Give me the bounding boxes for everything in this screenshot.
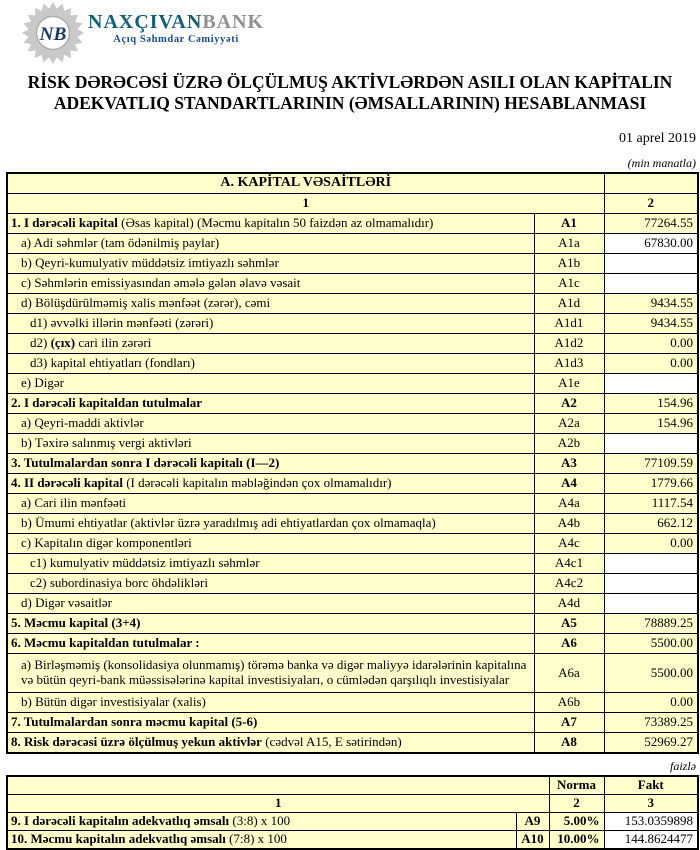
row-label: d2) (çıx) cari ilin zərəri: [7, 333, 534, 353]
ratio-colnum-row: [7, 794, 698, 812]
table-row: [7, 253, 698, 273]
row-label: a) Qeyri-maddi aktivlər: [7, 413, 534, 433]
table-row: [7, 613, 698, 633]
row-label: 4. II dərəcəli kapital (I dərəcəli kapitalın məbləğindən çox olmamalıdır): [7, 473, 534, 493]
row-label: b) Təxirə salınmış vergi aktivləri: [7, 433, 534, 453]
row-value: [604, 593, 698, 613]
row-label: c) Kapitalın digər komponentləri: [7, 533, 534, 553]
row-value: 0.00: [604, 353, 698, 373]
table-row: [7, 353, 698, 373]
ratio-header-empty-cell: [7, 776, 549, 795]
table-row: [7, 313, 698, 333]
table-row: [7, 732, 698, 753]
row-label: e) Digər: [7, 373, 534, 393]
column-header-row: [7, 193, 698, 213]
table-row: [7, 473, 698, 493]
norma-header: Norma: [549, 776, 604, 795]
row-label: a) Adi səhmlər (tam ödənilmiş paylar): [7, 233, 534, 253]
row-value: 5500.00: [604, 633, 698, 653]
row-label: b) Ümumi ehtiyatlar (aktivlər üzrə yaradılmış adi ehtiyatlardan çox olmamaqla): [7, 513, 534, 533]
section-header-empty-cell: [604, 173, 698, 194]
row-code: A1b: [534, 253, 604, 273]
row-label: 5. Məcmu kapital (3+4): [7, 613, 534, 633]
table-row: [7, 633, 698, 653]
row-value: 1779.66: [604, 473, 698, 493]
row-code: A6: [534, 633, 604, 653]
bank-name: [88, 11, 264, 45]
table-row: [7, 812, 698, 830]
table-row: [7, 333, 698, 353]
table-row: [7, 273, 698, 293]
row-code: A1: [534, 213, 604, 233]
bank-name-primary: NAXÇIVAN: [88, 11, 203, 33]
row-code: A6b: [534, 692, 604, 712]
row-value: 67830.00: [604, 233, 698, 253]
ratio-col3-header: 3: [604, 794, 698, 812]
bank-name-secondary: BANK: [202, 11, 265, 33]
row-value: [604, 573, 698, 593]
row-value: 0.00: [604, 692, 698, 712]
unit-note: (min manatla): [627, 155, 696, 170]
report-date: 01 aprel 2019: [619, 130, 696, 146]
row-label: 9. I dərəcəli kapitalın adekvatlıq əmsalı (3:8) x 100: [7, 812, 516, 830]
row-norma: 10.00%: [549, 830, 604, 849]
table-row: [7, 393, 698, 413]
row-fakt: 153.0359898: [604, 812, 698, 830]
row-code: A6a: [534, 653, 604, 692]
row-label: 3. Tutulmalardan sonra I dərəcəli kapitalı (I—2): [7, 453, 534, 473]
row-label: a) Birləşməmiş (konsolidasiya olunmamış) törəmə banka və digər maliyyə idarələrinin kapitalına və bütün qeyri-bank müəssisələrinə kapital investisiyaları, o cümlədən qarşılıqlı investisiyalar: [7, 653, 534, 692]
row-value: [604, 433, 698, 453]
row-value: 5500.00: [604, 653, 698, 692]
row-code: A1d3: [534, 353, 604, 373]
row-value: 9434.55: [604, 313, 698, 333]
monogram-text: NB: [39, 23, 67, 45]
row-code: A4c1: [534, 553, 604, 573]
table-row: [7, 513, 698, 533]
row-code: A4a: [534, 493, 604, 513]
row-label: 7. Tutulmalardan sonra məcmu kapital (5-6): [7, 712, 534, 732]
percent-note: faizlə: [670, 758, 696, 773]
ratio-table: [6, 775, 699, 850]
row-code: A1d2: [534, 333, 604, 353]
table-row: [7, 233, 698, 253]
col1-header: 1: [7, 193, 604, 213]
row-label: 6. Məcmu kapitaldan tutulmalar :: [7, 633, 534, 653]
row-value: [604, 553, 698, 573]
row-code: A4: [534, 473, 604, 493]
row-label: a) Cari ilin mənfəəti: [7, 493, 534, 513]
row-value: 73389.25: [604, 712, 698, 732]
row-code: A1c: [534, 273, 604, 293]
row-label: c2) subordinasiya borc öhdəlikləri: [7, 573, 534, 593]
ratio-col1-header: 1: [7, 794, 549, 812]
bank-subtitle: Açıq Səhmdar Cəmiyyəti: [113, 34, 239, 45]
row-code: A2a: [534, 413, 604, 433]
bank-emblem: [17, 1, 89, 65]
table-row: [7, 433, 698, 453]
section-header: A. KAPİTAL VƏSAİTLƏRİ: [7, 173, 604, 194]
row-value: [604, 273, 698, 293]
table-row: [7, 712, 698, 732]
table-row: [7, 293, 698, 313]
row-label: d3) kapital ehtiyatları (fondları): [7, 353, 534, 373]
report-title: [20, 72, 680, 115]
row-code: A4c: [534, 533, 604, 553]
table-row: [7, 830, 698, 849]
bank-header: [0, 0, 700, 64]
row-label: c) Səhmlərin emissiyasından əmələ gələn əlavə vəsait: [7, 273, 534, 293]
report-title-line2: ADEKVATLIQ STANDARTLARININ (ƏMSALLARININ) HESABLANMASI: [53, 93, 647, 114]
row-value: 154.96: [604, 413, 698, 433]
row-value: 77264.55: [604, 213, 698, 233]
table-row: [7, 213, 698, 233]
row-code: A9: [516, 812, 549, 830]
ratio-header-row: [7, 776, 698, 795]
row-code: A5: [534, 613, 604, 633]
row-label: b) Bütün digər investisiyalar (xalis): [7, 692, 534, 712]
row-code: A7: [534, 712, 604, 732]
row-code: A10: [516, 830, 549, 849]
row-label: d) Bölüşdürülməmiş xalis mənfəət (zərər), cəmi: [7, 293, 534, 313]
capital-table: [6, 172, 699, 754]
section-header-row: [7, 173, 698, 194]
row-value: [604, 253, 698, 273]
row-value: [604, 373, 698, 393]
row-value: 662.12: [604, 513, 698, 533]
row-code: A4c2: [534, 573, 604, 593]
row-label: b) Qeyri-kumulyativ müddətsiz imtiyazlı səhmlər: [7, 253, 534, 273]
row-label: 10. Məcmu kapitalın adekvatlıq əmsalı (7:8) x 100: [7, 830, 516, 849]
table-row: [7, 653, 698, 692]
row-code: A8: [534, 732, 604, 753]
table-row: [7, 453, 698, 473]
row-label: 8. Risk dərəcəsi üzrə ölçülmuş yekun aktivlər (cədvəl A15, E sətirindən): [7, 732, 534, 753]
table-row: [7, 573, 698, 593]
ratio-col2-header: 2: [549, 794, 604, 812]
row-code: A2b: [534, 433, 604, 453]
row-value: 0.00: [604, 533, 698, 553]
row-code: A4d: [534, 593, 604, 613]
table-row: [7, 373, 698, 393]
row-value: 78889.25: [604, 613, 698, 633]
row-code: A1d1: [534, 313, 604, 333]
col2-header: 2: [604, 193, 698, 213]
row-value: 9434.55: [604, 293, 698, 313]
row-value: 0.00: [604, 333, 698, 353]
table-row: [7, 533, 698, 553]
row-label: d1) əvvəlki illərin mənfəəti (zərəri): [7, 313, 534, 333]
row-code: A1d: [534, 293, 604, 313]
table-row: [7, 593, 698, 613]
report-title-line1: RİSK DƏRƏCƏSİ ÜZRƏ ÖLÇÜLMUŞ AKTİVLƏRDƏN ASILI OLAN KAPİTALIN: [27, 72, 673, 92]
row-code: A4b: [534, 513, 604, 533]
row-fakt: 144.8624477: [604, 830, 698, 849]
row-value: 154.96: [604, 393, 698, 413]
row-value: 52969.27: [604, 732, 698, 753]
row-value: 1117.54: [604, 493, 698, 513]
fakt-header: Fakt: [604, 776, 698, 795]
table-row: [7, 553, 698, 573]
row-label: d) Digər vəsaitlər: [7, 593, 534, 613]
table-row: [7, 413, 698, 433]
row-value: 77109.59: [604, 453, 698, 473]
row-code: A3: [534, 453, 604, 473]
row-code: A2: [534, 393, 604, 413]
table-row: [7, 493, 698, 513]
row-label: 1. I dərəcəli kapital (Əsas kapital) (Məcmu kapitalın 50 faizdən az olmamalıdır): [7, 213, 534, 233]
row-label: c1) kumulyativ müddətsiz imtiyazlı səhmlər: [7, 553, 534, 573]
row-label: 2. I dərəcəli kapitaldan tutulmalar: [7, 393, 534, 413]
row-code: A1e: [534, 373, 604, 393]
starburst-icon: [17, 1, 89, 65]
row-norma: 5.00%: [549, 812, 604, 830]
row-code: A1a: [534, 233, 604, 253]
table-row: [7, 692, 698, 712]
